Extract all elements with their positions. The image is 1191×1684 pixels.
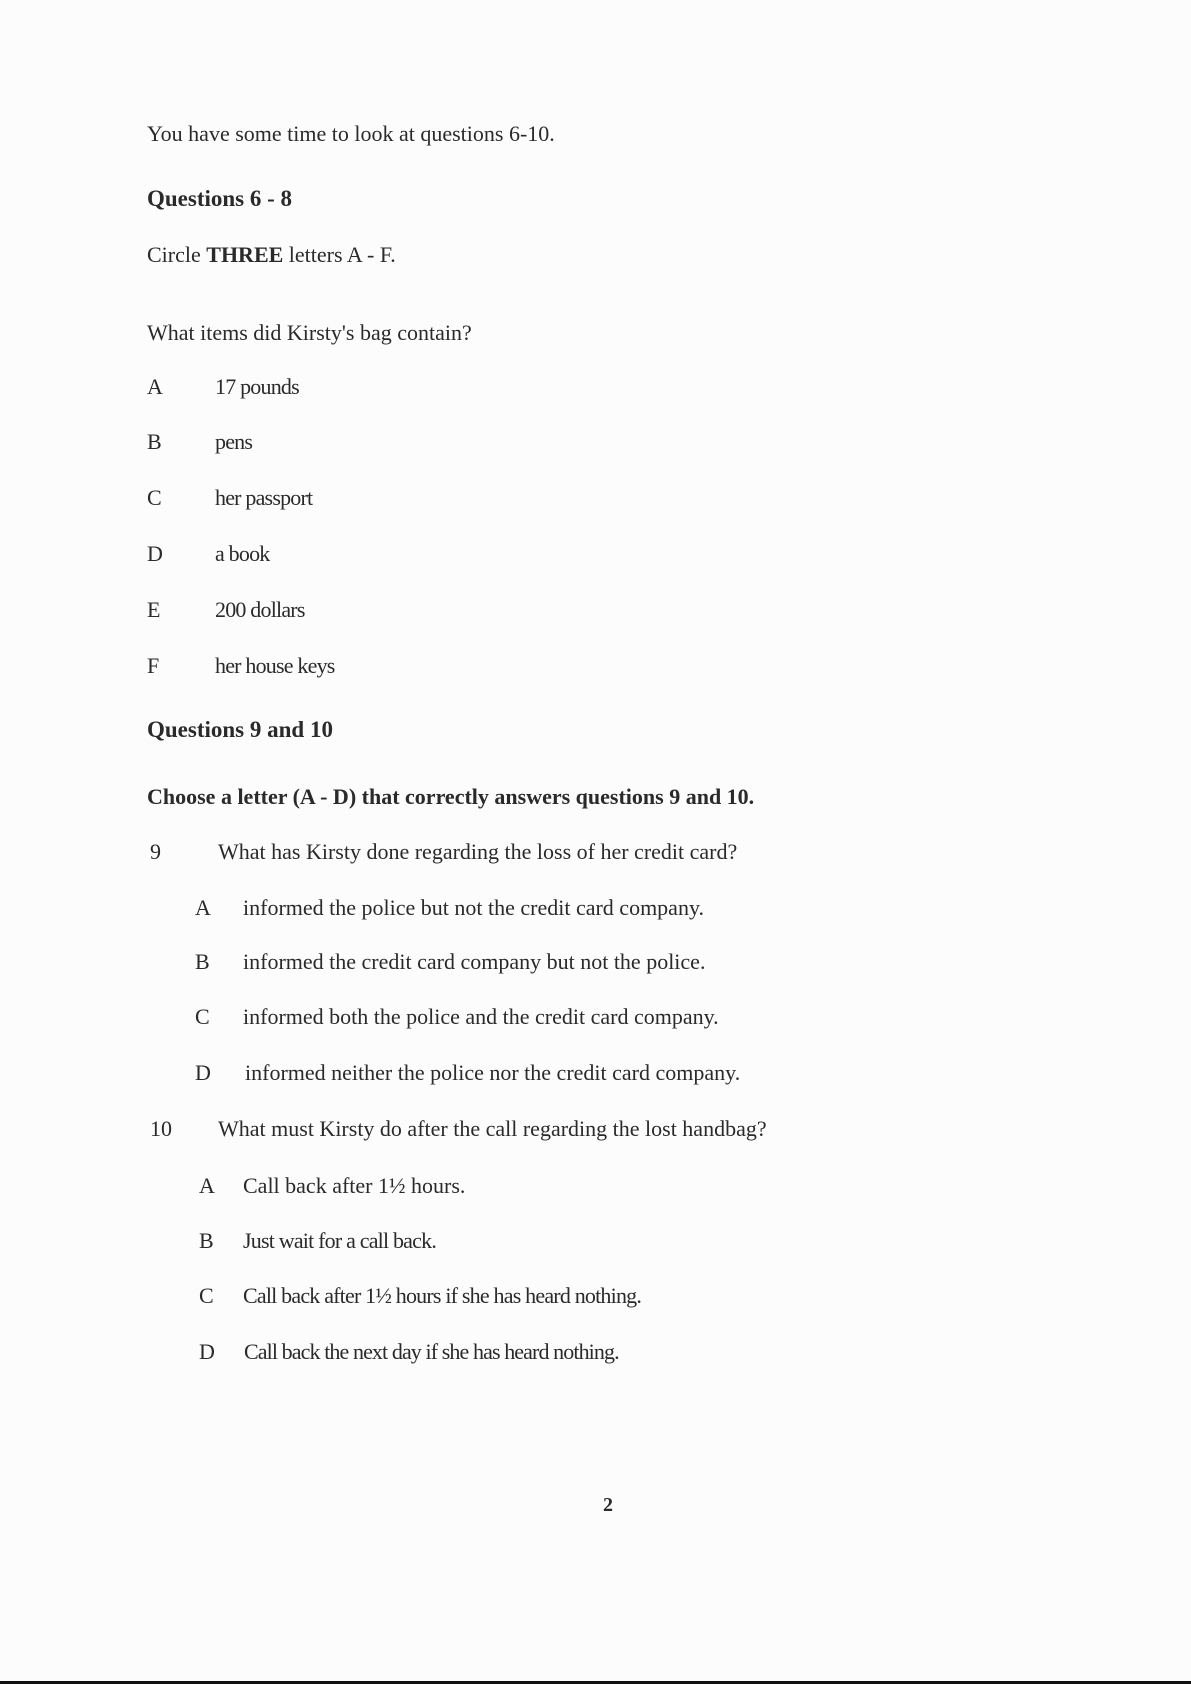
instruction-emphasis: THREE <box>206 242 284 267</box>
option-text: 200 dollars <box>215 597 305 622</box>
instruction-6-8 <box>147 242 396 268</box>
option-letter: D <box>195 1060 211 1085</box>
option-text: Call back the next day if she has heard nothing. <box>244 1339 619 1364</box>
intro-text: You have some time to look at questions 6-10. <box>147 121 555 146</box>
section-heading-6-8: Questions 6 - 8 <box>147 186 293 211</box>
option-text: informed both the police and the credit card company. <box>243 1004 719 1029</box>
question-text: What must Kirsty do after the call regarding the lost handbag? <box>218 1116 767 1141</box>
option-text: her house keys <box>215 653 335 678</box>
question-text: What has Kirsty done regarding the loss of her credit card? <box>218 839 738 864</box>
page-number: 2 <box>603 1494 613 1516</box>
option-letter: D <box>147 541 163 566</box>
option-text: pens <box>215 429 253 454</box>
question-6-8: What items did Kirsty's bag contain? <box>147 320 472 345</box>
option-letter: C <box>195 1004 210 1029</box>
option-letter: B <box>195 949 210 974</box>
option-letter: A <box>195 895 211 920</box>
option-letter: F <box>147 653 160 678</box>
option-text: informed neither the police nor the credit card company. <box>245 1060 741 1085</box>
option-text: Just wait for a call back. <box>243 1228 437 1253</box>
option-letter: E <box>147 597 161 622</box>
option-letter: A <box>147 374 163 399</box>
instruction-9-10: Choose a letter (A - D) that correctly answers questions 9 and 10. <box>147 784 755 809</box>
option-letter: A <box>199 1173 215 1198</box>
question-number: 10 <box>150 1116 172 1141</box>
option-letter: C <box>199 1283 214 1308</box>
option-text: informed the credit card company but not the police. <box>243 949 706 974</box>
instruction-prefix: Circle <box>147 242 201 267</box>
option-letter: D <box>199 1339 215 1364</box>
section-heading-9-10: Questions 9 and 10 <box>147 717 333 742</box>
option-letter: C <box>147 485 162 510</box>
option-text: a book <box>215 541 270 566</box>
question-number: 9 <box>150 839 161 864</box>
option-text: her passport <box>215 485 313 510</box>
option-letter: B <box>147 429 162 454</box>
option-letter: B <box>199 1228 214 1253</box>
option-text: informed the police but not the credit card company. <box>243 895 705 920</box>
option-text: 17 pounds <box>215 374 299 399</box>
instruction-suffix: letters A - F. <box>288 242 396 267</box>
option-text: Call back after 1½ hours if she has heard nothing. <box>243 1283 642 1308</box>
option-text: Call back after 1½ hours. <box>243 1173 466 1198</box>
